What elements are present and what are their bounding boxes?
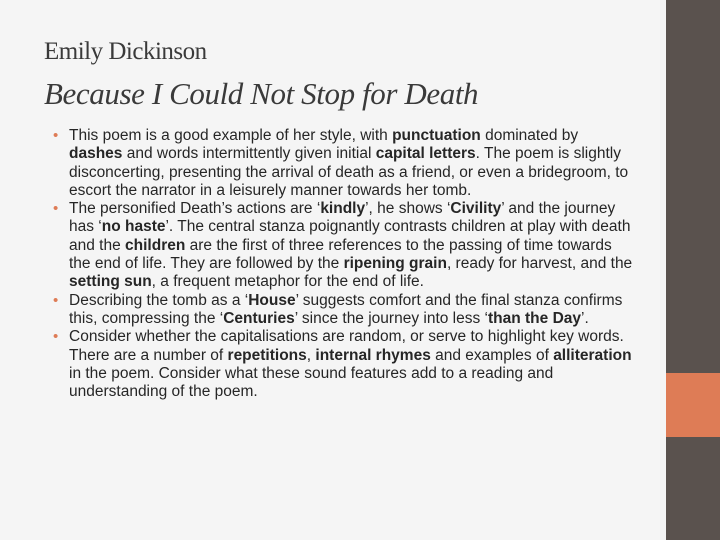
keyword-text: Centuries (223, 309, 295, 327)
keyword-text: House (248, 291, 296, 309)
keyword-text: Civility (450, 200, 502, 218)
bullet-text: ’ since the journey into less ‘ (294, 309, 488, 327)
keyword-text: capital letters (375, 145, 476, 163)
keyword-text: kindly (320, 200, 366, 218)
bullet-text: ’. (581, 309, 589, 327)
keyword-text: repetitions (227, 346, 307, 364)
bullet-text: dominated by (480, 127, 579, 144)
bullet-text: Describing the tomb as a ‘ (69, 291, 249, 309)
keyword-text: setting sun (69, 273, 152, 291)
bullet-text: Consider whether the capitalisations are random, or serve to highlight key words. There are a number of (69, 328, 624, 364)
bullet-text: in the poem. Consider what these sound features add to a reading and understanding of the poem. (69, 364, 554, 401)
bullet-item (53, 200, 633, 291)
bullet-item (53, 127, 633, 200)
bullet-text: ’. The central stanza poignantly contrasts children at play with death and the (69, 218, 631, 254)
slide-title: Because I Could Not Stop for Death (44, 76, 479, 111)
bullet-text: ’, he shows ‘ (365, 200, 451, 218)
keyword-text: punctuation (392, 127, 481, 144)
bullet-text: and examples of (430, 346, 554, 364)
bullet-text: The personified Death’s actions are ‘ (69, 200, 321, 218)
bullet-text: , (306, 346, 316, 364)
bullet-item (53, 328, 633, 401)
keyword-text: children (125, 236, 186, 254)
bullet-text: ’ and the journey has ‘ (69, 200, 616, 236)
author-heading: Emily Dickinson (44, 38, 207, 65)
bullet-list (53, 127, 633, 401)
keyword-text: no haste (101, 218, 166, 236)
keyword-text: ripening grain (343, 255, 447, 273)
sidebar-bar (666, 0, 720, 540)
keyword-text: than the Day (488, 309, 582, 327)
keyword-text: internal rhymes (315, 346, 431, 364)
bullet-text: ’ suggests comfort and the final stanza confirms this, compressing the ‘ (69, 291, 623, 327)
bullet-text: , a frequent metaphor for the end of life. (151, 273, 424, 291)
bullet-text: , ready for harvest, and the (446, 255, 633, 273)
bullet-text: and words intermittently given initial (122, 145, 376, 163)
sidebar-accent-block (666, 373, 720, 437)
bullet-text: This poem is a good example of her style, with (69, 127, 393, 144)
bullet-item (53, 292, 633, 329)
bullet-text: . The poem is slightly disconcerting, presenting the arrival of death as a friend, or even a bridegroom, to escort the narrator in a leisurely manner towards her tomb. (69, 145, 629, 199)
keyword-text: alliteration (553, 346, 632, 364)
bullet-text: are the first of three references to the passing of time towards the end of life. They are followed by the (69, 236, 612, 273)
keyword-text: dashes (69, 145, 123, 163)
